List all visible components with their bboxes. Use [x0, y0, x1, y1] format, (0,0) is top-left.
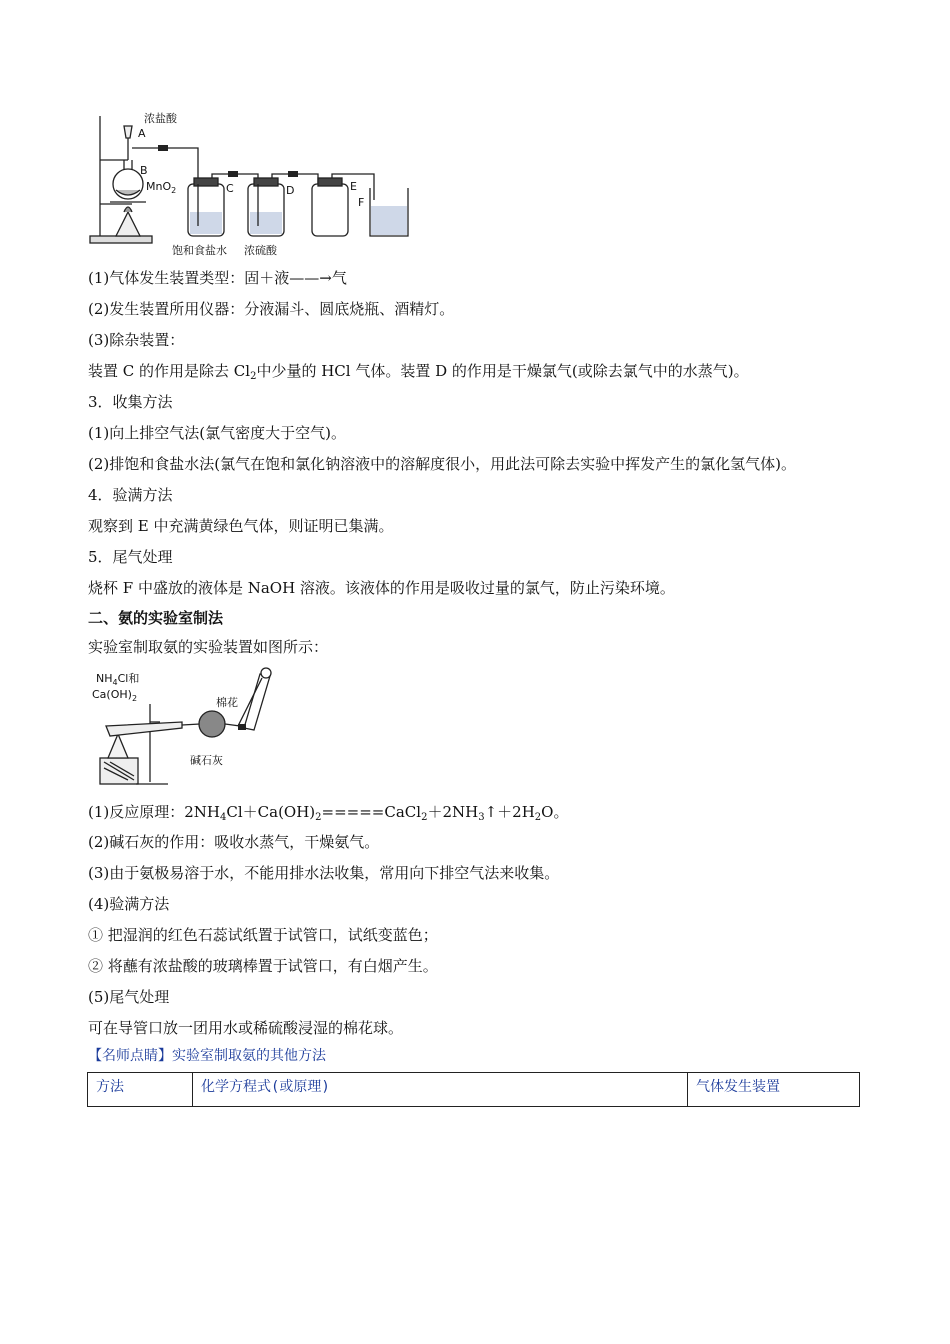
label-e: E — [350, 180, 357, 193]
purification-text-a: 装置 C 的作用是除去 Cl — [88, 362, 251, 380]
reagent-caoh2-sub: 2 — [131, 694, 138, 703]
label-c: C — [226, 182, 234, 195]
svg-text:Ca(OH)2 — [92, 688, 137, 703]
reagent-nh4cl: NH — [96, 672, 113, 685]
reaction-principle — [88, 802, 568, 828]
section-heading-ammonia: 二、氨的实验室制法 — [88, 609, 224, 627]
reagent-caoh2: Ca(OH) — [92, 688, 132, 701]
eq-part-a: (1)反应原理：2NH — [88, 803, 220, 821]
eq-part-d: ＋2NH — [427, 803, 479, 821]
ammonia-methods-table — [87, 1072, 860, 1107]
label-concentrated-h2so4: 浓硫酸 — [244, 244, 277, 257]
teacher-tip-heading: 【名师点睛】实验室制取氨的其他方法 — [88, 1048, 326, 1064]
ammonia-full-check-heading: (4)验满方法 — [88, 895, 170, 913]
collection-method-2: (2)排饱和食盐水法(氯气在饱和氯化钠溶液中的溶解度很小，用此法可除去实验中挥发产生的氯化氢气体)。 — [88, 455, 796, 473]
ammonia-tail-gas-heading: (5)尾气处理 — [88, 988, 170, 1006]
svg-text:NH4Cl和 — [96, 672, 139, 687]
generator-instruments: (2)发生装置所用仪器：分液漏斗、圆底烧瓶、酒精灯。 — [88, 300, 455, 318]
label-f: F — [358, 196, 365, 209]
label-cotton: 棉花 — [216, 696, 238, 709]
header-apparatus: 气体发生装置 — [688, 1073, 860, 1107]
eq-part-e: ↑＋2H — [484, 803, 535, 821]
soda-lime-role: (2)碱石灰的作用：吸收水蒸气，干燥氨气。 — [88, 833, 380, 851]
label-soda-lime: 碱石灰 — [190, 754, 223, 767]
tail-gas-description: 烧杯 F 中盛放的液体是 NaOH 溶液。该液体的作用是吸收过量的氯气，防止污染环境。 — [88, 579, 675, 597]
chlorine-apparatus-figure — [88, 108, 418, 260]
reagent-nh4cl-sub: 4 — [112, 678, 118, 687]
tail-gas-heading: 5．尾气处理 — [88, 548, 173, 566]
collection-note: (3)由于氨极易溶于水，不能用排水法收集，常用向下排空气法来收集。 — [88, 864, 560, 882]
label-concentrated-hcl: 浓盐酸 — [144, 112, 177, 125]
eq-part-c: =====CaCl — [321, 803, 422, 821]
reagent-nh4cl-suffix: Cl和 — [117, 672, 140, 685]
header-equation: 化学方程式(或原理) — [193, 1073, 688, 1107]
eq-sub-1: 4 — [220, 812, 227, 823]
ammonia-intro: 实验室制取氨的实验装置如图所示： — [88, 638, 329, 656]
eq-sub-2: 2 — [315, 812, 322, 823]
full-check-method-1: ① 把湿润的红色石蕊试纸置于试管口，试纸变蓝色； — [88, 926, 438, 944]
purification-description — [88, 361, 749, 387]
label-saturated-brine: 饱和食盐水 — [172, 244, 227, 257]
label-b: B — [140, 164, 148, 177]
purification-sub: 2 — [250, 371, 257, 382]
eq-part-b: Cl＋Ca(OH) — [226, 803, 316, 821]
label-d: D — [286, 184, 295, 197]
eq-sub-5: 2 — [534, 812, 542, 823]
ammonia-apparatus-figure — [88, 664, 278, 790]
svg-text:MnO2 — [146, 180, 176, 195]
collection-method-1: (1)向上排空气法(氯气密度大于空气)。 — [88, 424, 346, 442]
header-method: 方法 — [88, 1073, 193, 1107]
collection-heading: 3．收集方法 — [88, 393, 173, 411]
purification-heading: (3)除杂装置： — [88, 331, 185, 349]
full-check-description: 观察到 E 中充满黄绿色气体，则证明已集满。 — [88, 517, 394, 535]
ammonia-tail-gas-description: 可在导管口放一团用水或稀硫酸浸湿的棉花球。 — [88, 1019, 404, 1037]
purification-text-b: 中少量的 HCl 气体。装置 D 的作用是干燥氯气(或除去氯气中的水蒸气)。 — [256, 362, 749, 380]
label-a: A — [138, 127, 146, 140]
gas-generator-type: (1)气体发生装置类型：固＋液——→气 — [88, 269, 347, 287]
eq-part-f: O。 — [541, 803, 569, 821]
eq-sub-4: 3 — [478, 812, 485, 823]
label-mno2-sub: 2 — [171, 186, 177, 195]
table-header-row — [88, 1073, 860, 1107]
full-check-heading: 4．验满方法 — [88, 486, 173, 504]
full-check-method-2: ② 将蘸有浓盐酸的玻璃棒置于试管口，有白烟产生。 — [88, 957, 438, 975]
eq-sub-3: 2 — [421, 812, 428, 823]
label-mno2: MnO — [146, 180, 172, 193]
